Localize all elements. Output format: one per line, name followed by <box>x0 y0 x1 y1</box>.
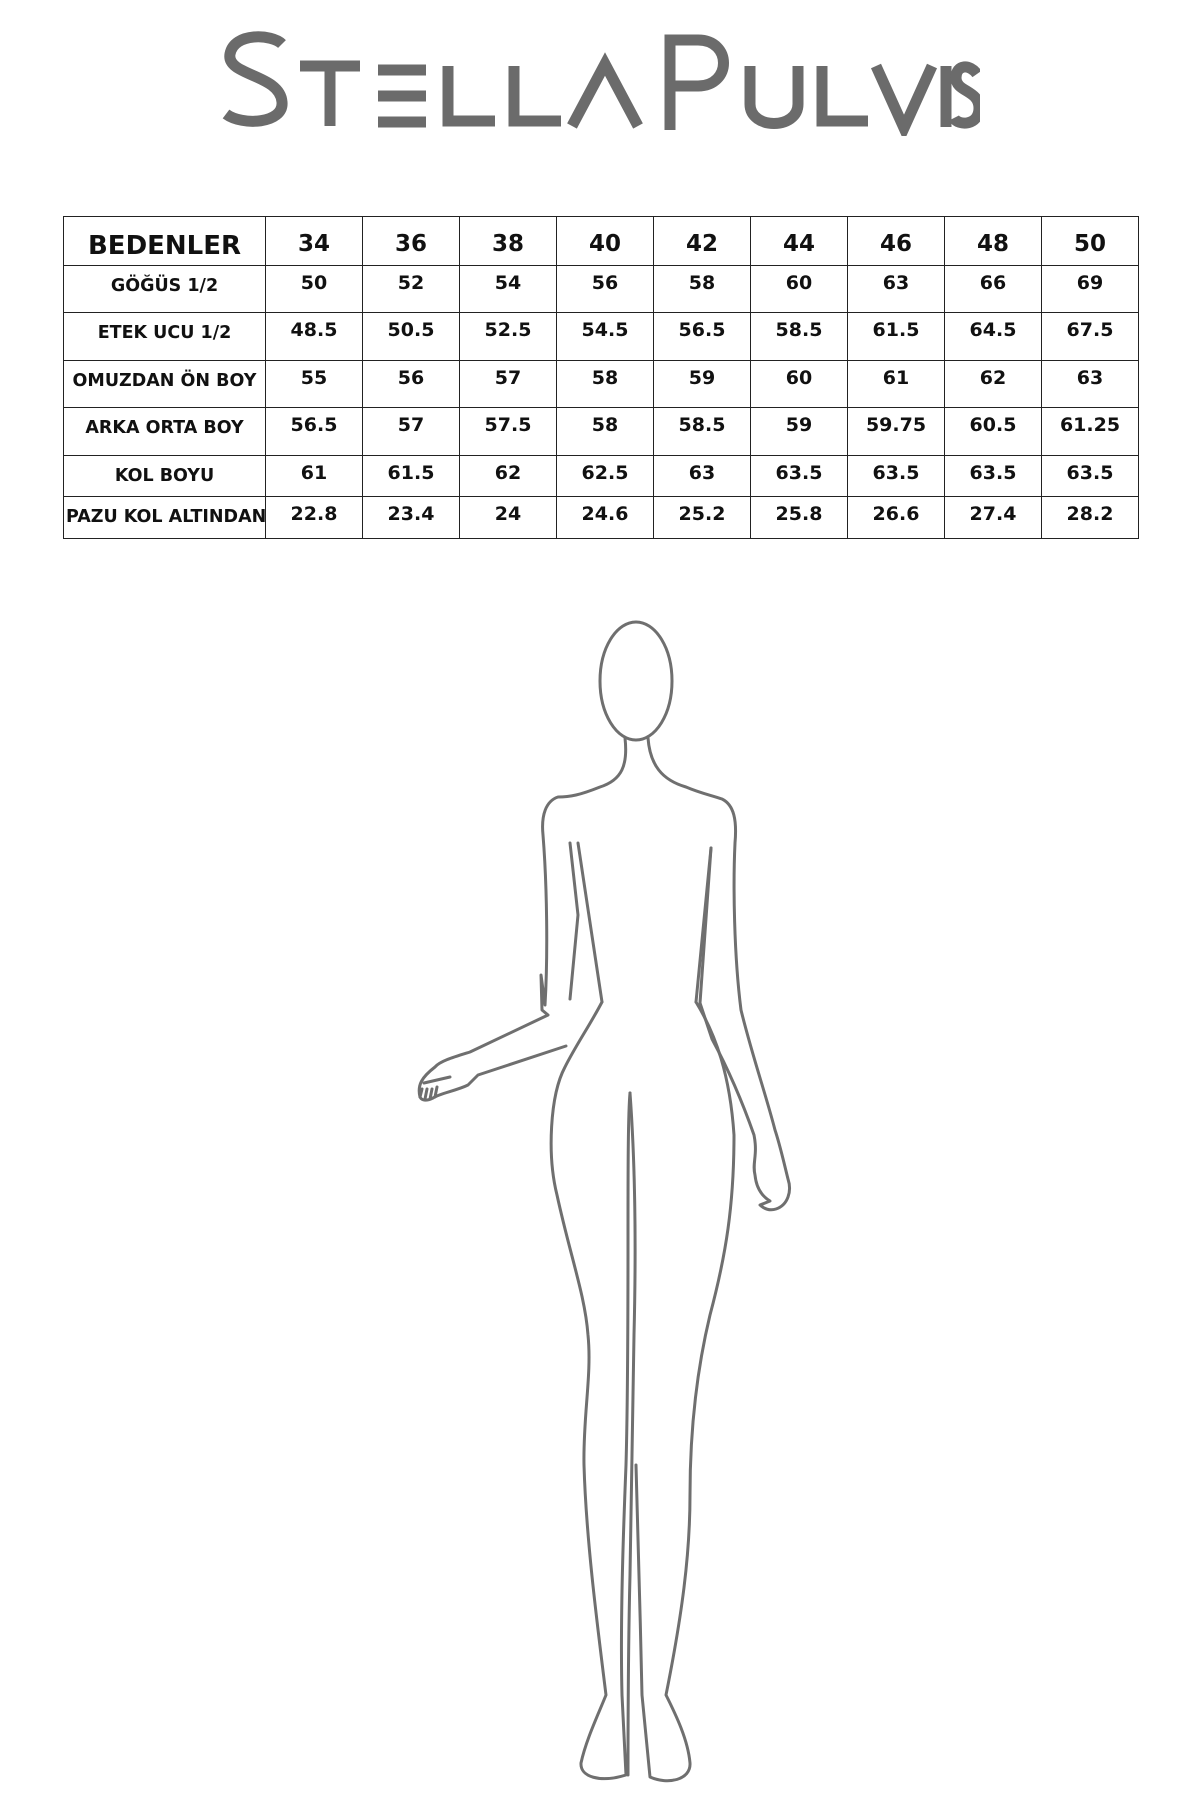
table-cell: 69 <box>1042 265 1139 313</box>
table-cell: 26.6 <box>848 497 945 539</box>
table-cell: 56.5 <box>654 313 751 361</box>
table-cell: 28.2 <box>1042 497 1139 539</box>
table-cell: 58 <box>557 360 654 408</box>
row-label: PAZU KOL ALTINDAN <box>64 497 266 539</box>
figure-left-side <box>419 738 626 1100</box>
table-cell: 48.5 <box>266 313 363 361</box>
row-label: OMUZDAN ÖN BOY <box>64 360 266 408</box>
table-cell: 60 <box>751 360 848 408</box>
size-chart-table <box>63 216 1139 539</box>
table-cell: 61 <box>266 455 363 497</box>
table-cell: 58.5 <box>751 313 848 361</box>
table-cell: 22.8 <box>266 497 363 539</box>
table-cell: 63.5 <box>751 455 848 497</box>
table-cell: 52 <box>363 265 460 313</box>
table-cell: 24 <box>460 497 557 539</box>
table-row <box>64 408 1139 456</box>
size-header-cell: 50 <box>1042 217 1139 266</box>
size-header-cell: 38 <box>460 217 557 266</box>
size-header-cell: 44 <box>751 217 848 266</box>
table-cell: 63.5 <box>848 455 945 497</box>
figure-torso-left <box>551 1002 630 1779</box>
table-cell: 59 <box>751 408 848 456</box>
croquis-figure-illustration <box>400 615 800 1795</box>
table-cell: 62.5 <box>557 455 654 497</box>
size-header-cell: 42 <box>654 217 751 266</box>
size-header-label: BEDENLER <box>64 217 266 266</box>
table-cell: 63.5 <box>1042 455 1139 497</box>
table-cell: 63 <box>848 265 945 313</box>
figure-torso-right <box>636 1002 734 1781</box>
size-header-cell: 40 <box>557 217 654 266</box>
table-cell: 61.25 <box>1042 408 1139 456</box>
size-header-row <box>64 217 1139 266</box>
table-cell: 56 <box>363 360 460 408</box>
table-cell: 60.5 <box>945 408 1042 456</box>
table-cell: 63 <box>1042 360 1139 408</box>
table-cell: 50.5 <box>363 313 460 361</box>
table-cell: 63.5 <box>945 455 1042 497</box>
row-label: KOL BOYU <box>64 455 266 497</box>
table-cell: 66 <box>945 265 1042 313</box>
size-header-cell: 48 <box>945 217 1042 266</box>
row-label: GÖĞÜS 1/2 <box>64 265 266 313</box>
figure-right-side <box>648 738 790 1210</box>
table-row <box>64 497 1139 539</box>
size-header-cell: 36 <box>363 217 460 266</box>
figure-head <box>600 622 672 740</box>
brand-logo <box>220 26 980 136</box>
table-row <box>64 455 1139 497</box>
table-cell: 57 <box>363 408 460 456</box>
table-cell: 59.75 <box>848 408 945 456</box>
table-cell: 25.2 <box>654 497 751 539</box>
table-cell: 27.4 <box>945 497 1042 539</box>
table-cell: 67.5 <box>1042 313 1139 361</box>
table-cell: 61 <box>848 360 945 408</box>
table-cell: 24.6 <box>557 497 654 539</box>
table-cell: 58 <box>654 265 751 313</box>
table-cell: 58 <box>557 408 654 456</box>
size-header-cell: 46 <box>848 217 945 266</box>
table-cell: 61.5 <box>363 455 460 497</box>
table-cell: 54 <box>460 265 557 313</box>
table-cell: 62 <box>945 360 1042 408</box>
table-cell: 55 <box>266 360 363 408</box>
table-cell: 57.5 <box>460 408 557 456</box>
table-cell: 63 <box>654 455 751 497</box>
table-cell: 61.5 <box>848 313 945 361</box>
table-cell: 59 <box>654 360 751 408</box>
table-cell: 60 <box>751 265 848 313</box>
table-cell: 57 <box>460 360 557 408</box>
table-cell: 62 <box>460 455 557 497</box>
table-cell: 56 <box>557 265 654 313</box>
table-cell: 25.8 <box>751 497 848 539</box>
table-cell: 64.5 <box>945 313 1042 361</box>
table-cell: 58.5 <box>654 408 751 456</box>
table-row <box>64 265 1139 313</box>
table-row <box>64 313 1139 361</box>
table-cell: 54.5 <box>557 313 654 361</box>
table-cell: 50 <box>266 265 363 313</box>
table-row <box>64 360 1139 408</box>
row-label: ARKA ORTA BOY <box>64 408 266 456</box>
row-label: ETEK UCU 1/2 <box>64 313 266 361</box>
table-cell: 23.4 <box>363 497 460 539</box>
size-header-cell: 34 <box>266 217 363 266</box>
table-cell: 52.5 <box>460 313 557 361</box>
table-cell: 56.5 <box>266 408 363 456</box>
